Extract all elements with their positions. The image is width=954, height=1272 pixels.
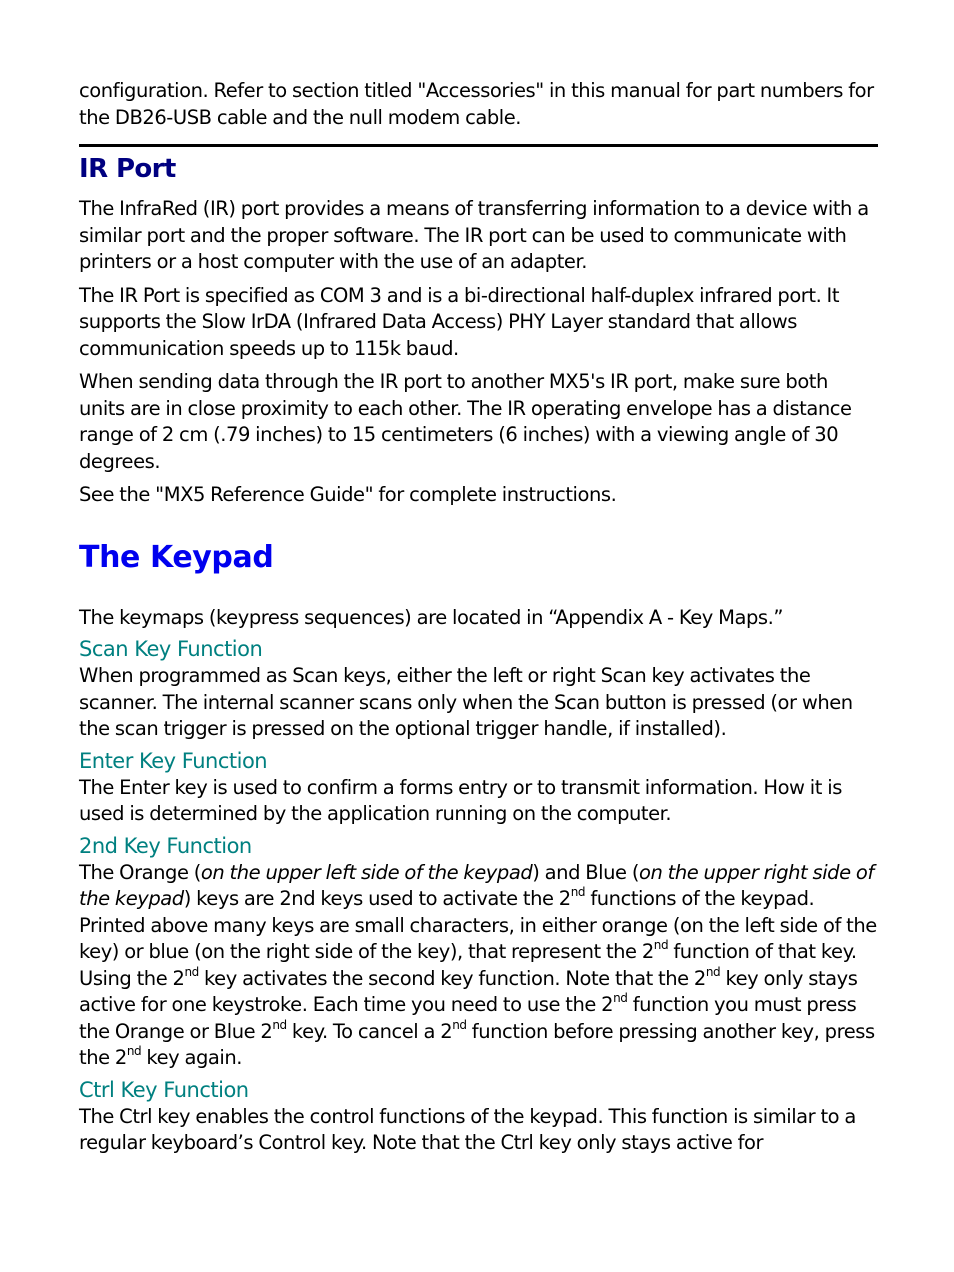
text-run: key. To cancel a 2: [286, 1019, 453, 1043]
text-run: key only stays active for one keystroke. Each time you need to use the 2: [79, 966, 858, 1016]
superscript: nd: [126, 1044, 142, 1058]
enter-key-paragraph: The Enter key is used to confirm a forms entry or to transmit information. How it is used is determined by the application running on the computer.: [79, 775, 842, 825]
ir-port-paragraph-1: The InfraRed (IR) port provides a means of transferring information to a device with a similar port and the proper software. The IR port can be used to communicate with printers or a host computer with the use of an adapter.: [79, 197, 869, 273]
superscript: nd: [653, 938, 669, 952]
superscript: nd: [452, 1017, 467, 1032]
ctrl-key-paragraph: The Ctrl key enables the control functions of the keypad. This function is similar to a regular keyboard’s Control key. Note that the Ctrl key only stays active for: [79, 1104, 856, 1154]
italic-run: on the upper right side of the keypad: [79, 860, 874, 910]
text-run: function before pressing another key, press the 2: [79, 1019, 875, 1069]
superscript: nd: [184, 964, 199, 979]
text-run: key again.: [141, 1046, 243, 1069]
text-run: functions of the keypad. Printed above many keys are small characters, in either orange (on the left side of the key) or blue (on the right side of the key), that represent the 2: [79, 887, 877, 963]
scan-key-paragraph: When programmed as Scan keys, either the left or right Scan key activates the scanner. The internal scanner scans only when the Scan button is pressed (or when the scan trigger is pressed on the optional trigger handle, if installed).: [79, 664, 853, 740]
keypad-intro-paragraph: The keymaps (keypress sequences) are located in “Appendix A - Key Maps.”: [79, 605, 783, 629]
ir-port-heading: IR Port: [79, 154, 176, 184]
superscript: nd: [570, 885, 586, 899]
text-run: ) and Blue (: [532, 860, 639, 884]
text-run: key activates the second key function. Note that the 2: [198, 966, 706, 990]
text-run: function you must press the Orange or Blue 2: [79, 993, 857, 1043]
ir-port-paragraph-3: When sending data through the IR port to another MX5's IR port, make sure both units are in close proximity to each other. The IR operating envelope has a distance range of 2 cm (.79 inches) to 15 centimeters (6 inches) with a viewing angle of 30 degrees.: [79, 370, 852, 473]
scan-key-heading: Scan Key Function: [79, 637, 263, 661]
text-run: ) keys are 2nd keys used to activate the 2: [183, 887, 571, 910]
intro-continuation-paragraph: configuration. Refer to section titled "Accessories" in this manual for part numbers for the DB26-USB cable and the null modem cable.: [79, 79, 874, 129]
second-key-heading: 2nd Key Function: [79, 833, 252, 858]
ir-port-paragraph-2: The IR Port is specified as COM 3 and is a bi-directional half-duplex infrared port. It supports the Slow IrDA (Infrared Data Access) PHY Layer standard that allows communication speeds up to 115k baud.: [79, 283, 840, 360]
text-run: function of that key. Using the 2: [79, 940, 857, 990]
section-divider: [79, 144, 878, 147]
enter-key-heading: Enter Key Function: [79, 748, 268, 773]
document-page: [79, 78, 878, 1157]
second-key-paragraph: [79, 860, 878, 1072]
italic-run: on the upper left side of the keypad: [200, 860, 533, 884]
ir-port-paragraph-4: See the "MX5 Reference Guide" for complete instructions.: [79, 483, 617, 506]
ctrl-key-heading: Ctrl Key Function: [79, 1077, 249, 1102]
keypad-heading: The Keypad: [79, 539, 274, 575]
superscript: nd: [613, 991, 628, 1005]
text-run: The Orange (: [79, 860, 201, 884]
superscript: nd: [272, 1017, 287, 1032]
superscript: nd: [705, 964, 721, 979]
